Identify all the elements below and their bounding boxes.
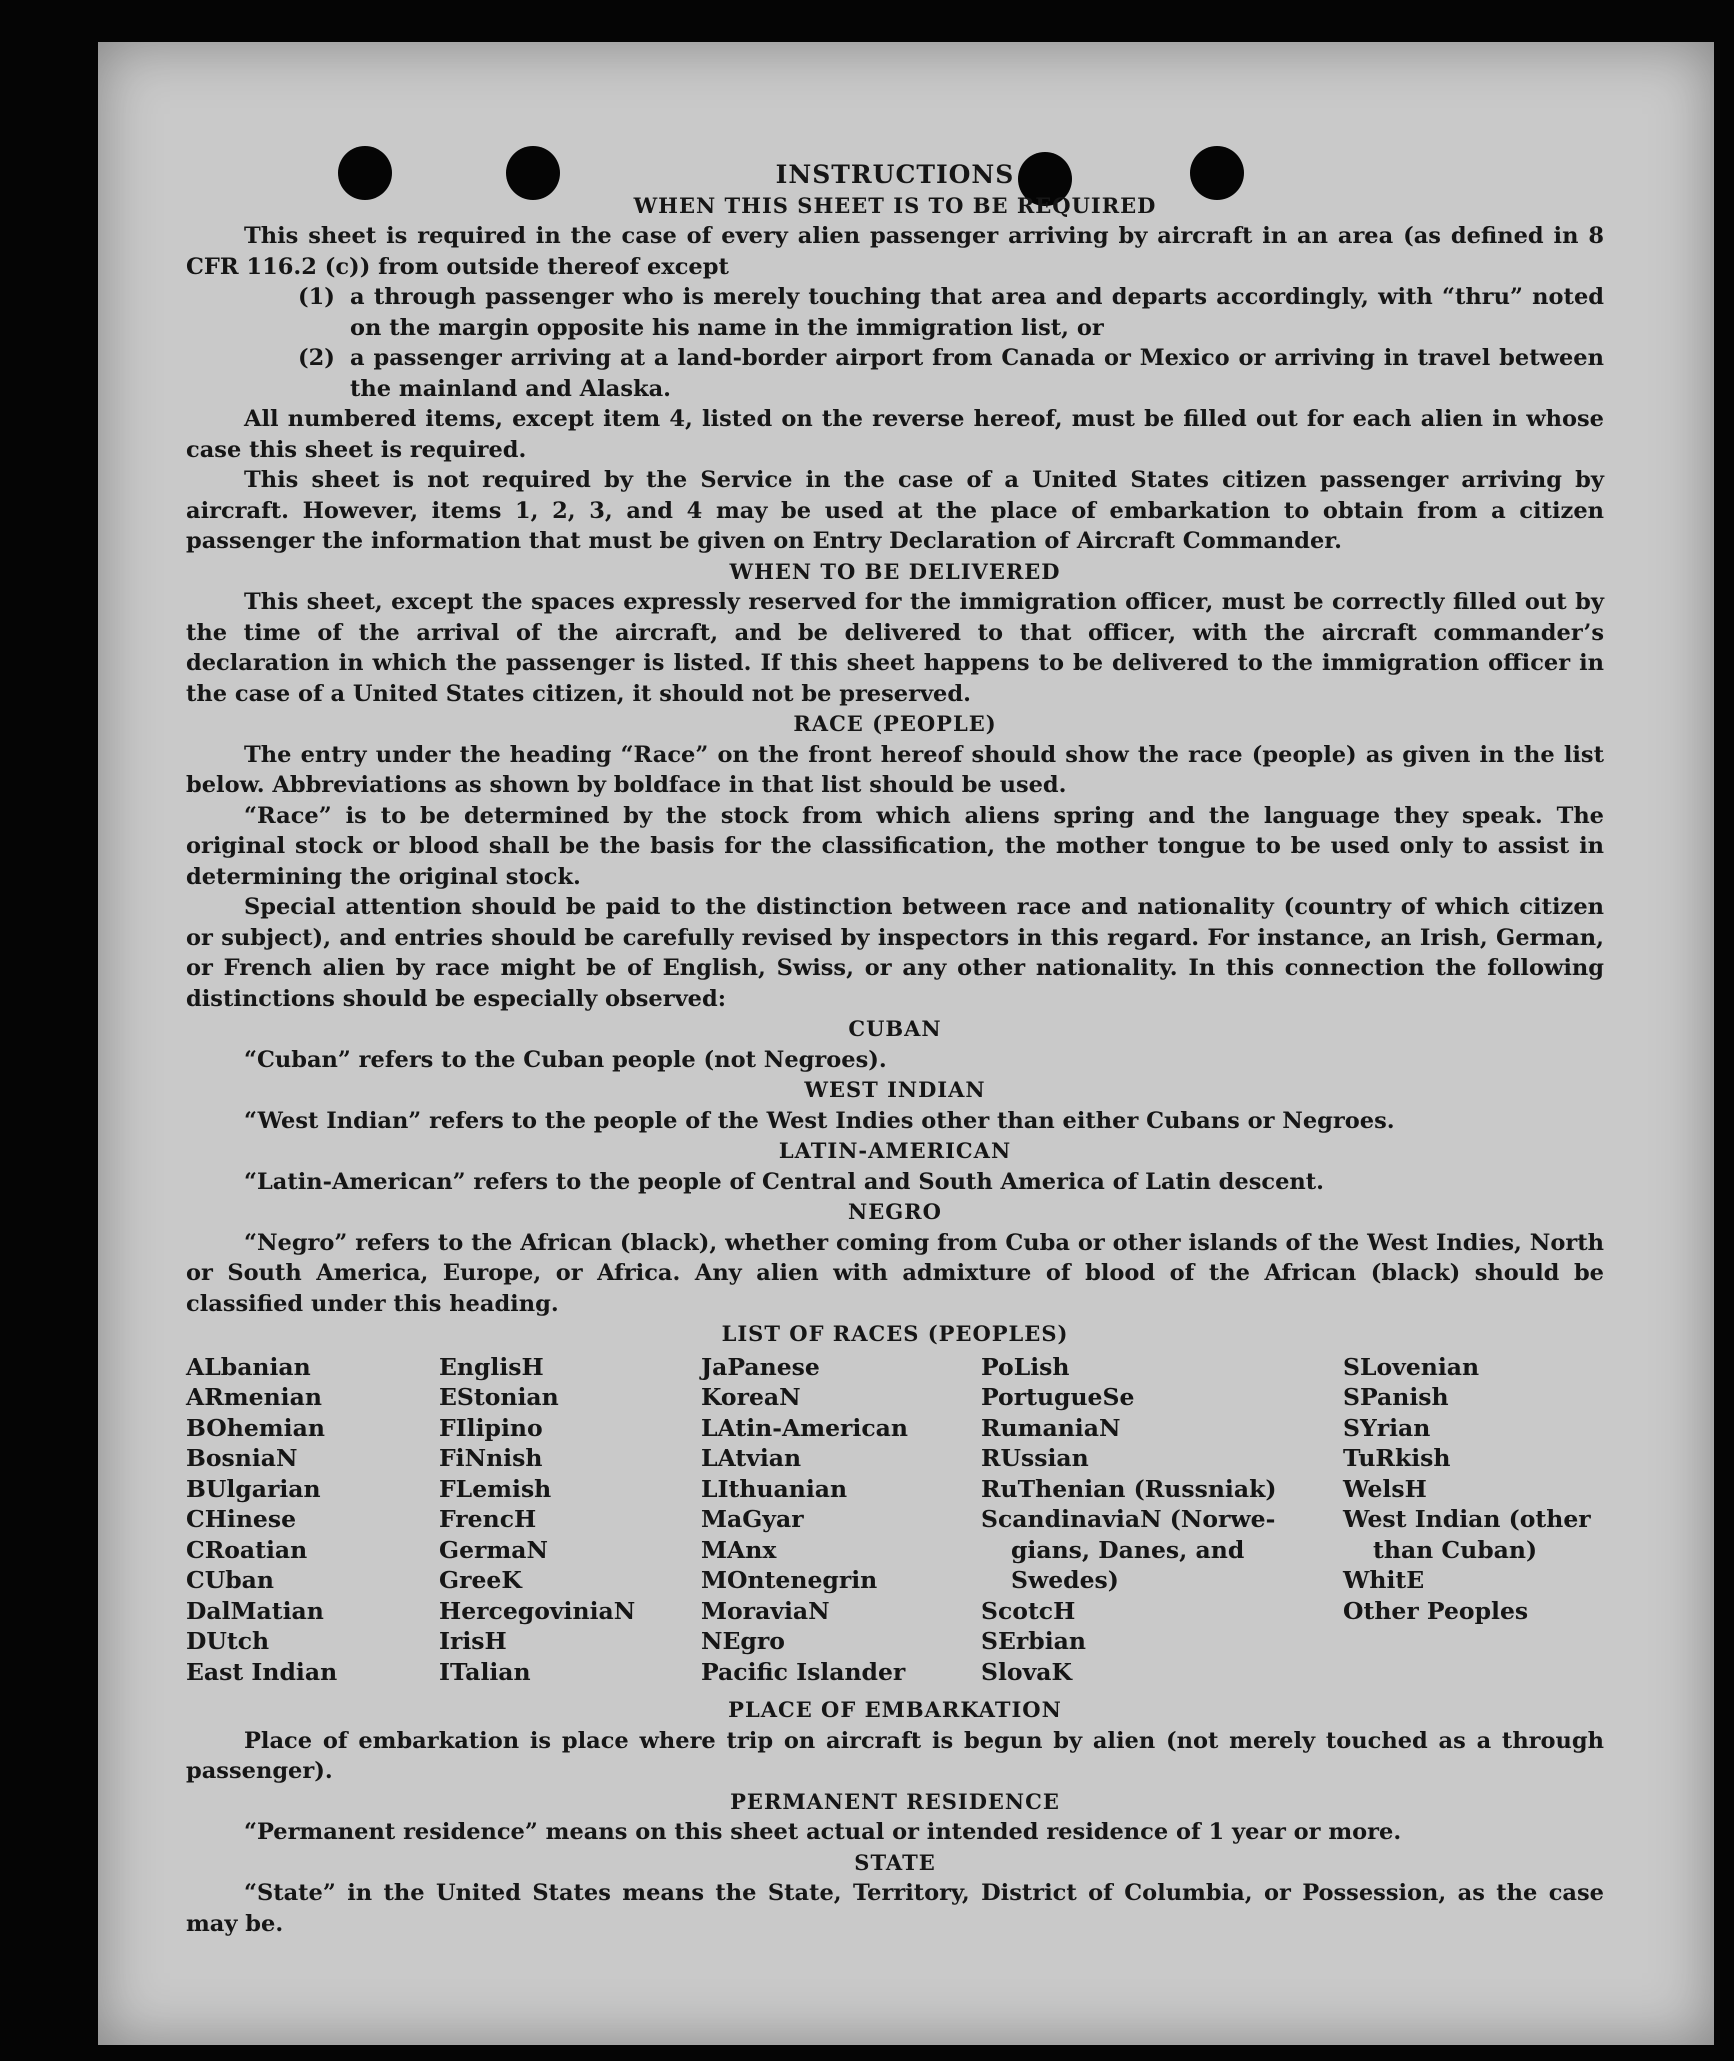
list-number: (1) <box>298 284 335 310</box>
paragraph: “West Indian” refers to the people of the West Indies other than either Cubans or Negroes. <box>244 1107 1395 1134</box>
paragraph: The entry under the heading “Race” on the front hereof should show the race (people) as given in the list below. Abbreviations as shown by boldface in that list should be used. <box>186 741 1604 798</box>
section-title: LIST OF RACES (PEOPLES) <box>721 1321 1069 1346</box>
race-item: FiNnish <box>439 1444 543 1472</box>
section-title: CUBAN <box>848 1016 942 1041</box>
race-item: LAtvian <box>701 1444 802 1472</box>
section-title: NEGRO <box>848 1199 942 1224</box>
race-item: SErbian <box>981 1627 1086 1655</box>
race-item: DUtch <box>186 1627 270 1655</box>
race-item: MaGyar <box>701 1505 804 1533</box>
race-item: NEgro <box>701 1627 785 1655</box>
race-item: HercegoviniaN <box>439 1596 636 1625</box>
race-item: SYrian <box>1343 1413 1431 1442</box>
race-item: Other Peoples <box>1343 1596 1529 1625</box>
list-text: a passenger arriving at a land-border airport from Canada or Mexico or arriving in travel between the mainland and Alaska. <box>350 345 1604 402</box>
race-item: SLovenian <box>1343 1352 1480 1381</box>
race-column <box>186 1352 439 1688</box>
race-item: TuRkish <box>1343 1444 1451 1472</box>
race-item: BosniaN <box>186 1444 298 1472</box>
section-title: LATIN-AMERICAN <box>778 1138 1012 1163</box>
paragraph: This sheet is not required by the Service in the case of a United States citizen passenger arriving by aircraft. However, items 1, 2, 3, and 4 may be used at the place of embarkation to obtain from a citizen passenger the information that must be given on Entry Declaration of Aircraft Commander. <box>186 467 1604 554</box>
section-title: STATE <box>854 1849 936 1875</box>
race-item: Pacific Islander <box>701 1657 906 1686</box>
race-item: PoLish <box>981 1352 1070 1381</box>
race-item: WhitE <box>1343 1566 1425 1594</box>
paragraph: “Latin-American” refers to the people of Central and South America of Latin descent. <box>244 1168 1324 1195</box>
race-item: KoreaN <box>701 1383 801 1411</box>
page-title: INSTRUCTIONS <box>775 160 1015 189</box>
section-title: WHEN TO BE DELIVERED <box>729 558 1061 584</box>
race-item: IrisH <box>439 1627 507 1655</box>
race-item: EnglisH <box>439 1352 544 1381</box>
race-item: FIlipino <box>439 1413 543 1442</box>
race-item: ScandinaviaN (Norwe- <box>981 1505 1276 1533</box>
list-number: (2) <box>298 345 335 371</box>
list-text: a through passenger who is merely touching that area and departs accordingly, with “thru” noted on the margin opposite his name in the immigration list, or <box>350 284 1604 341</box>
race-item: FLemish <box>439 1474 552 1503</box>
paragraph: “Race” is to be determined by the stock from which aliens spring and the language they speak. The original stock or blood shall be the basis for the classification, the mother tongue to be used only to assist in determining the original stock. <box>186 802 1604 890</box>
section-title: PLACE OF EMBARKATION <box>728 1697 1062 1722</box>
paragraph: All numbered items, except item 4, listed on the reverse hereof, must be filled out for each alien in whose case this sheet is required. <box>186 406 1604 463</box>
instructions-body <box>186 160 1604 1939</box>
race-item: BUlgarian <box>186 1474 321 1503</box>
race-item: gians, Danes, and <box>1011 1535 1245 1564</box>
race-item: RumaniaN <box>981 1413 1121 1442</box>
race-item: than Cuban) <box>1373 1535 1538 1564</box>
race-item: ITalian <box>439 1657 531 1686</box>
paragraph: Place of embarkation is place where trip on aircraft is begun by alien (not merely touched as a through passenger). <box>186 1727 1604 1784</box>
race-item: ARmenian <box>186 1383 322 1411</box>
section-title: WHEN THIS SHEET IS TO BE REQUIRED <box>633 192 1157 218</box>
race-item: PortugueSe <box>981 1383 1135 1411</box>
paragraph: “Negro” refers to the African (black), whether coming from Cuba or other islands of the West Indies, North or South America, Europe, or Africa. Any alien with admixture of blood of the African (black) should be classified under this heading. <box>186 1229 1604 1317</box>
race-item: MOntenegrin <box>701 1566 878 1594</box>
list-item <box>298 282 1604 343</box>
paragraph: “State” in the United States means the State, Territory, District of Columbia, or Possession, as the case may be. <box>186 1880 1604 1937</box>
paragraph: This sheet, except the spaces expressly reserved for the immigration officer, must be correctly filled out by the time of the arrival of the aircraft, and be delivered to that officer, with the aircraft commander’s declaration in which the passenger is listed. If this sheet happens to be delivered to the immigration officer in the case of a United States citizen, it should not be preserved. <box>186 589 1604 707</box>
section-title: PERMANENT RESIDENCE <box>730 1788 1060 1814</box>
race-item: GreeK <box>439 1566 522 1594</box>
race-item: SPanish <box>1343 1383 1449 1411</box>
race-item: RUssian <box>981 1444 1089 1472</box>
race-column <box>981 1352 1343 1688</box>
race-item: CRoatian <box>186 1535 308 1564</box>
section-title: WEST INDIAN <box>804 1077 986 1102</box>
paragraph: This sheet is required in the case of every alien passenger arriving by aircraft in an area (as defined in 8 CFR 116.2 (c)) from outside thereof except <box>186 223 1604 280</box>
race-item: MoraviaN <box>701 1596 830 1625</box>
list-item <box>298 343 1604 404</box>
race-item: SlovaK <box>981 1657 1072 1686</box>
race-item: BOhemian <box>186 1413 325 1442</box>
race-column <box>1343 1352 1603 1688</box>
race-item: EStonian <box>439 1383 559 1411</box>
document-page <box>98 42 1714 2045</box>
paragraph: Special attention should be paid to the distinction between race and nationality (country of which citizen or subject), and entries should be carefully revised by inspectors in this regard. For instance, an Irish, German, or French alien by race might be of English, Swiss, or any other nationality. In this connection the following distinctions should be especially observed: <box>186 894 1604 1012</box>
race-item: West Indian (other <box>1343 1505 1591 1533</box>
race-item: RuThenian (Russniak) <box>981 1474 1277 1503</box>
race-item: CUban <box>186 1566 274 1594</box>
race-item: GermaN <box>439 1535 548 1564</box>
race-item: LAtin-American <box>701 1413 908 1442</box>
paragraph: “Cuban” refers to the Cuban people (not Negroes). <box>244 1046 887 1073</box>
race-list <box>186 1352 1604 1688</box>
race-item: Swedes) <box>1011 1566 1119 1594</box>
section-title: RACE (PEOPLE) <box>793 711 997 736</box>
race-item: CHinese <box>186 1505 297 1533</box>
race-column <box>439 1352 701 1688</box>
race-item: FrencH <box>439 1505 537 1533</box>
paragraph: “Permanent residence” means on this sheet actual or intended residence of 1 year or more. <box>244 1819 1402 1845</box>
race-item: WelsH <box>1343 1474 1427 1503</box>
race-item: DalMatian <box>186 1596 324 1625</box>
race-item: ALbanian <box>186 1352 311 1381</box>
race-item: JaPanese <box>701 1352 820 1381</box>
race-item: MAnx <box>701 1535 777 1564</box>
race-item: East Indian <box>186 1657 338 1686</box>
race-item: LIthuanian <box>701 1474 848 1503</box>
race-column <box>701 1352 981 1688</box>
race-item: ScotcH <box>981 1596 1076 1625</box>
